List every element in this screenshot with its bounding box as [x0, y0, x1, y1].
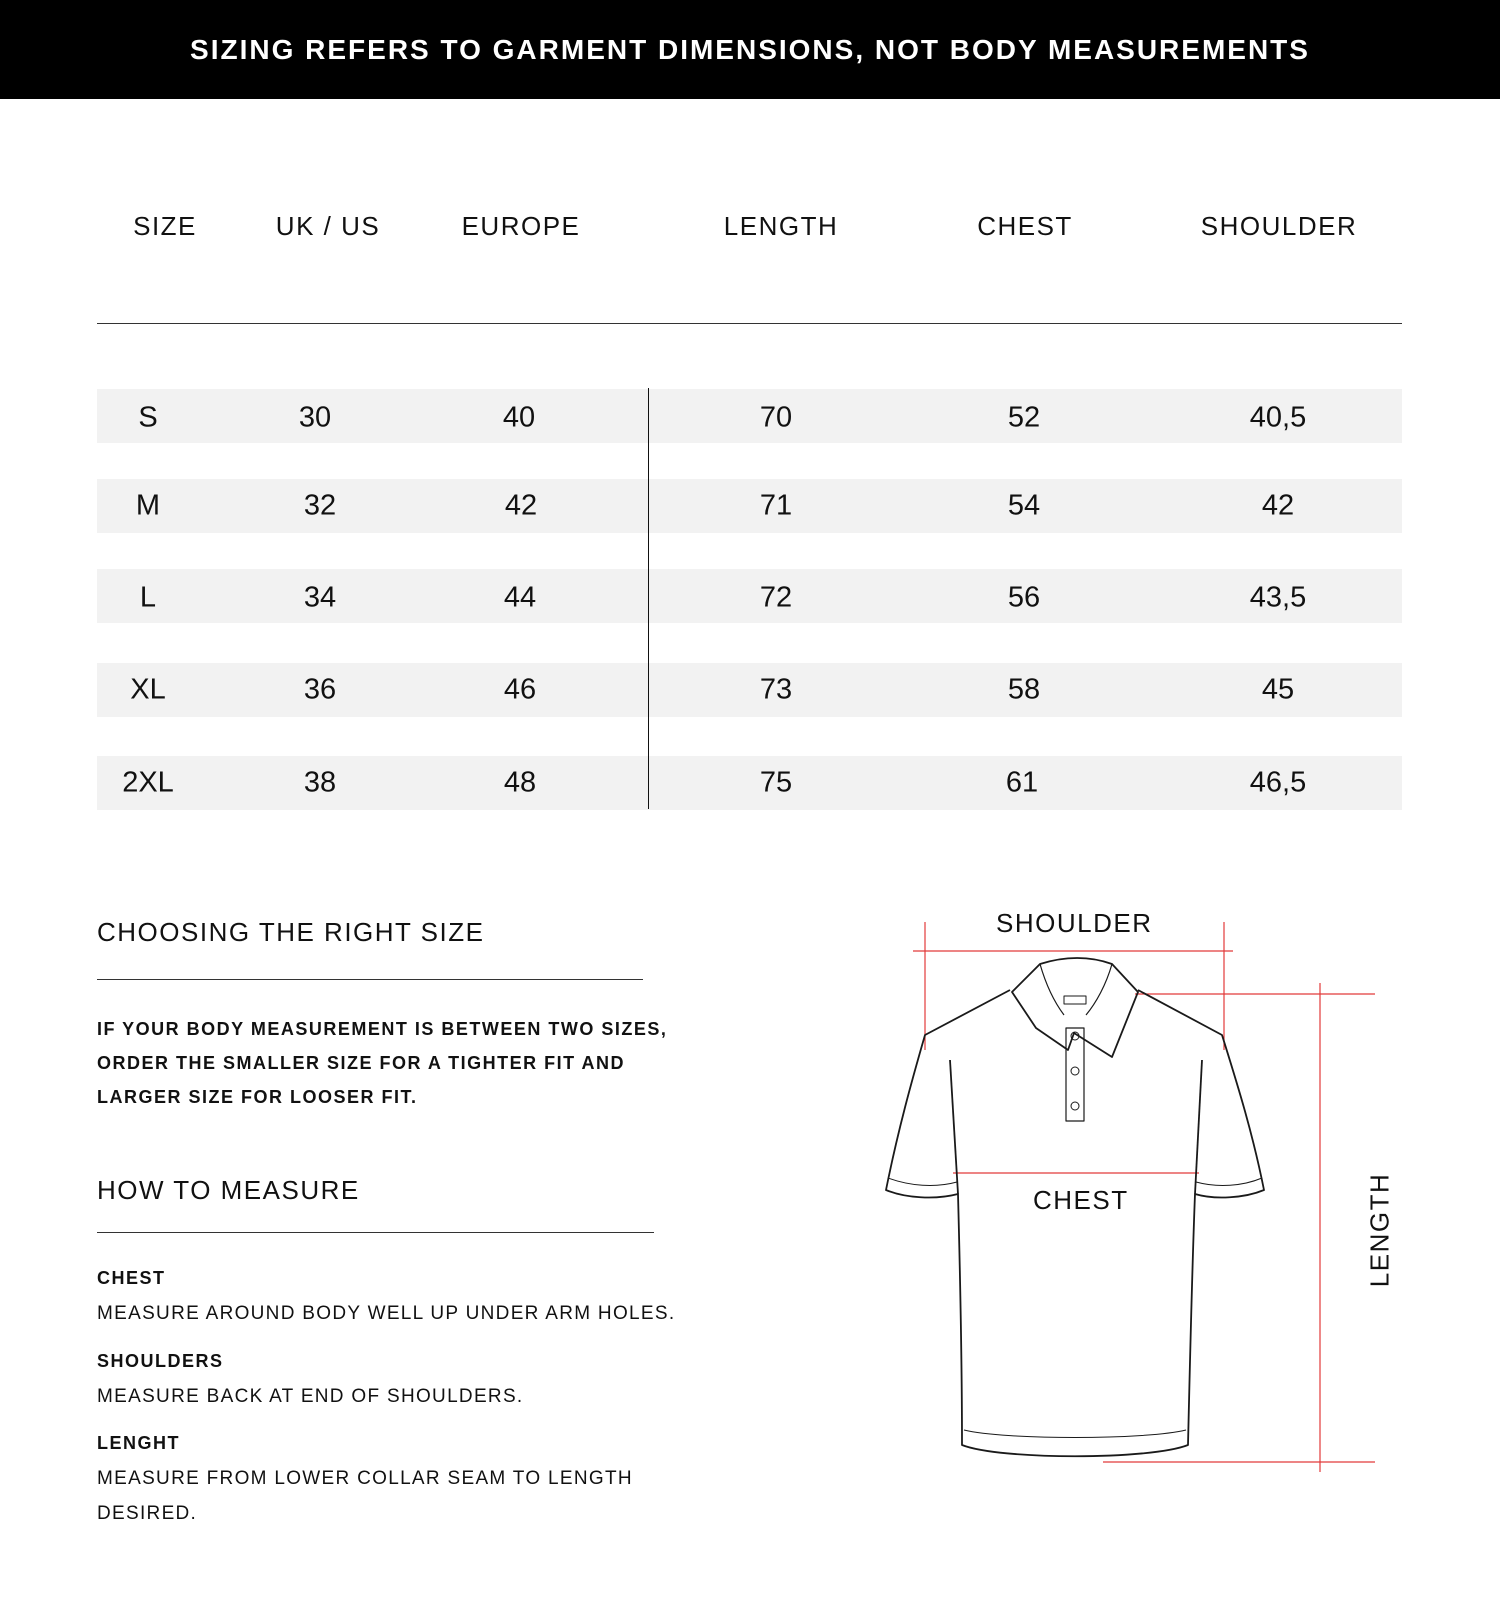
cell-size: XL — [130, 673, 166, 706]
chest-text: MEASURE AROUND BODY WELL UP UNDER ARM HOLES. — [97, 1303, 676, 1324]
header-uk-us: UK / US — [275, 211, 381, 241]
cell-chest: 52 — [1007, 401, 1041, 434]
left-armhole — [950, 1060, 958, 1194]
cell-chest: 54 — [1007, 489, 1041, 522]
choosing-line: LARGER SIZE FOR LOOSER FIT. — [97, 1087, 418, 1107]
length-text-line: MEASURE FROM LOWER COLLAR SEAM TO LENGTH — [97, 1468, 633, 1489]
length-label: LENGHT — [97, 1433, 180, 1453]
bottom-hem — [964, 1430, 1186, 1438]
cell-uk-us: 34 — [303, 581, 337, 614]
diagram-chest-label: CHEST — [1033, 1185, 1129, 1215]
cell-size: M — [135, 489, 161, 522]
collar-tag — [1064, 996, 1086, 1004]
cell-uk-us: 38 — [303, 766, 337, 799]
cell-size: L — [139, 581, 157, 614]
cell-shoulder: 42 — [1261, 489, 1295, 522]
diagram-length-label: LENGTH — [1364, 1172, 1395, 1288]
cell-shoulder: 45 — [1261, 673, 1295, 706]
cell-shoulder: 40,5 — [1249, 401, 1307, 434]
collar-inner — [1040, 964, 1112, 1015]
shirt-body — [886, 990, 1264, 1456]
length-text-line: DESIRED. — [97, 1503, 198, 1524]
cell-uk-us: 30 — [298, 401, 332, 434]
cell-size: 2XL — [122, 766, 174, 799]
header-length: LENGTH — [723, 211, 839, 241]
cell-uk-us: 36 — [303, 673, 337, 706]
cell-length: 70 — [759, 401, 793, 434]
cell-europe: 40 — [502, 401, 536, 434]
cell-shoulder: 46,5 — [1249, 766, 1307, 799]
cell-chest: 61 — [1005, 766, 1039, 799]
cell-europe: 48 — [503, 766, 537, 799]
cell-shoulder: 43,5 — [1249, 581, 1307, 614]
cell-chest: 56 — [1007, 581, 1041, 614]
banner-text: SIZING REFERS TO GARMENT DIMENSIONS, NOT BODY MEASUREMENTS — [190, 33, 1310, 65]
cell-length: 73 — [759, 673, 793, 706]
collar — [1012, 958, 1138, 1057]
cell-size: S — [138, 401, 158, 434]
right-sleeve-hem — [1196, 1178, 1262, 1185]
cell-europe: 42 — [504, 489, 538, 522]
choosing-line: ORDER THE SMALLER SIZE FOR A TIGHTER FIT AND — [97, 1053, 625, 1073]
measure-title: HOW TO MEASURE — [97, 1175, 360, 1205]
cell-length: 71 — [759, 489, 793, 522]
right-armhole — [1195, 1060, 1202, 1194]
diagram-shoulder-label: SHOULDER — [996, 908, 1153, 938]
header-size: SIZE — [133, 211, 197, 241]
chest-label: CHEST — [97, 1268, 166, 1288]
cell-europe: 44 — [503, 581, 537, 614]
cell-europe: 46 — [503, 673, 537, 706]
shoulders-text: MEASURE BACK AT END OF SHOULDERS. — [97, 1386, 524, 1407]
shoulders-label: SHOULDERS — [97, 1351, 224, 1371]
button-icon — [1071, 1067, 1079, 1075]
left-sleeve-hem — [888, 1178, 957, 1185]
cell-length: 75 — [759, 766, 793, 799]
choosing-line: IF YOUR BODY MEASUREMENT IS BETWEEN TWO SIZES, — [97, 1019, 668, 1039]
header-shoulder: SHOULDER — [1200, 211, 1358, 241]
header-europe: EUROPE — [461, 211, 581, 241]
header-chest: CHEST — [977, 211, 1073, 241]
cell-uk-us: 32 — [303, 489, 337, 522]
choosing-title: CHOOSING THE RIGHT SIZE — [97, 917, 485, 947]
button-icon — [1071, 1102, 1079, 1110]
cell-chest: 58 — [1007, 673, 1041, 706]
cell-length: 72 — [759, 581, 793, 614]
